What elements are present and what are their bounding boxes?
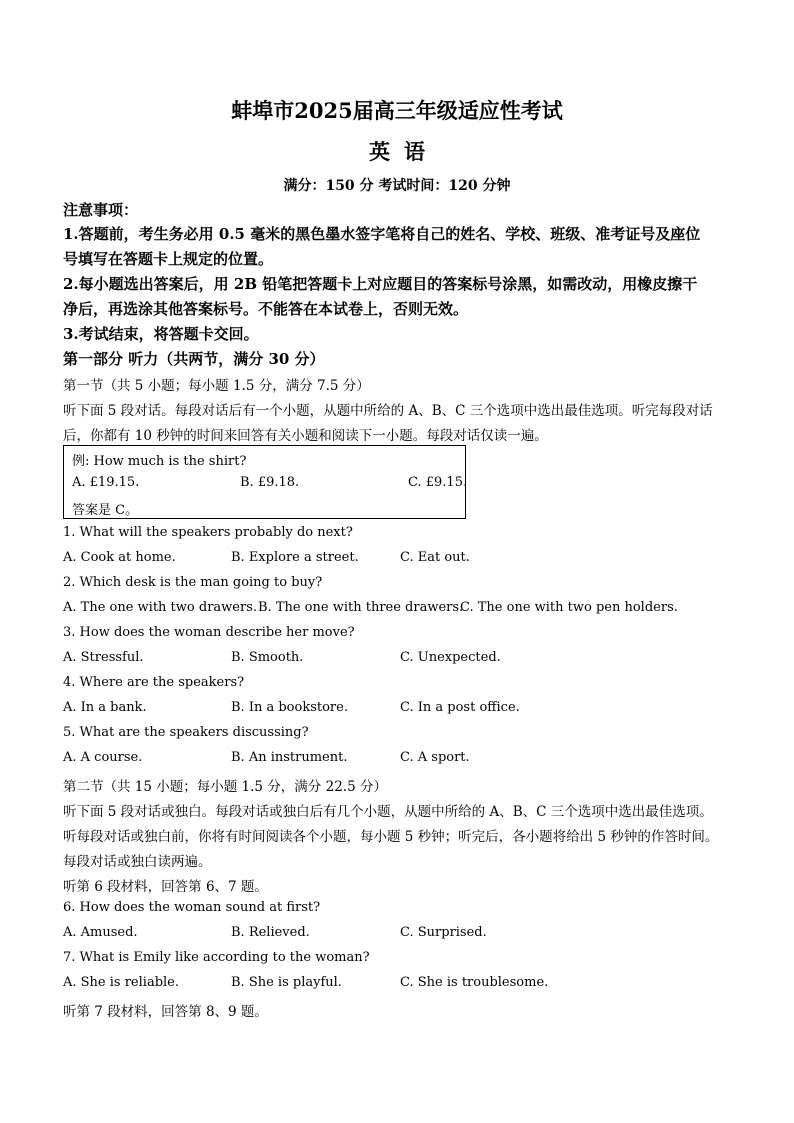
question-7: 7. What is Emily like according to the woman? (63, 950, 370, 965)
question-6-option-c: C. Surprised. (400, 925, 487, 940)
question-5-option-c: C. A sport. (400, 750, 470, 765)
section2-instruction-line-2: 听每段对话或独白前，你将有时间阅读各个小题，每小题 5 秒钟；听完后，各小题将给出 5 秒钟的作答时间。 (63, 829, 719, 845)
question-3-option-b: B. Smooth. (231, 650, 304, 665)
section1-instruction-line-1: 听下面 5 段对话。每段对话后有一个小题，从题中所给的 A、B、C 三个选项中选出最佳选项。听完每段对话 (63, 403, 713, 419)
question-6: 6. How does the woman sound at first? (63, 900, 321, 915)
question-7-option-c: C. She is troublesome. (400, 975, 549, 990)
question-1: 1. What will the speakers probably do next? (63, 525, 353, 540)
question-6-option-a: A. Amused. (63, 925, 138, 940)
question-4-option-c: C. In a post office. (400, 700, 520, 715)
section1-instruction-line-2: 后，你都有 10 秒钟的时间来回答有关小题和阅读下一小题。每段对话仅读一遍。 (63, 428, 548, 444)
part1-heading: 第一部分 听力（共两节，满分 30 分） (63, 350, 325, 368)
question-3: 3. How does the woman describe her move? (63, 625, 355, 640)
example-option-c: C. £9.15. (408, 475, 468, 490)
section2-instruction-line-1: 听下面 5 段对话或独白。每段对话或独白后有几个小题，从题中所给的 A、B、C 三个选项中选出最佳选项。 (63, 804, 713, 820)
question-4-option-b: B. In a bookstore. (231, 700, 348, 715)
question-2-option-b: B. The one with three drawers. (258, 600, 464, 615)
question-2-option-c: C. The one with two pen holders. (460, 600, 678, 615)
material-6-note: 听第 6 段材料，回答第 6、7 题。 (63, 879, 268, 895)
question-5-option-b: B. An instrument. (231, 750, 348, 765)
notes-item-1-line-1: 1.答题前，考生务必用 0.5 毫米的黑色墨水签字笔将自己的姓名、学校、班级、准考证号及座位 (63, 225, 701, 243)
question-6-option-b: B. Relieved. (231, 925, 310, 940)
example-option-b: B. £9.18. (240, 475, 300, 490)
question-1-option-b: B. Explore a street. (231, 550, 359, 565)
example-question: 例: How much is the shirt? (72, 454, 247, 469)
notes-item-1-line-2: 号填写在答题卡上规定的位置。 (63, 250, 274, 268)
question-2-option-a: A. The one with two drawers. (63, 600, 257, 615)
exam-title: 蚌埠市2025届高三年级适应性考试 (231, 98, 563, 123)
question-2: 2. Which desk is the man going to buy? (63, 575, 323, 590)
notes-item-2-line-2: 净后，再选涂其他答案标号。不能答在本试卷上，否则无效。 (63, 300, 469, 318)
subject-title: 英语 (369, 139, 439, 164)
question-1-option-a: A. Cook at home. (63, 550, 176, 565)
material-7-note: 听第 7 段材料，回答第 8、9 题。 (63, 1004, 268, 1020)
question-4: 4. Where are the speakers? (63, 675, 245, 690)
notes-heading: 注意事项： (63, 201, 139, 219)
example-option-a: A. £19.15. (72, 475, 140, 490)
question-3-option-c: C. Unexpected. (400, 650, 501, 665)
question-4-option-a: A. In a bank. (63, 700, 147, 715)
example-answer: 答案是 C。 (72, 503, 139, 518)
notes-item-2-line-1: 2.每小题选出答案后，用 2B 铅笔把答题卡上对应题目的答案标号涂黑，如需改动，用橡皮擦干 (63, 275, 698, 293)
question-3-option-a: A. Stressful. (63, 650, 144, 665)
question-5: 5. What are the speakers discussing? (63, 725, 309, 740)
score-time: 满分：150 分 考试时间：120 分钟 (283, 178, 511, 194)
question-7-option-a: A. She is reliable. (63, 975, 179, 990)
question-5-option-a: A. A course. (63, 750, 143, 765)
question-7-option-b: B. She is playful. (231, 975, 342, 990)
question-1-option-c: C. Eat out. (400, 550, 470, 565)
section2-heading: 第二节（共 15 小题；每小题 1.5 分，满分 22.5 分） (63, 779, 387, 795)
section1-heading: 第一节（共 5 小题；每小题 1.5 分，满分 7.5 分） (63, 378, 370, 394)
section2-instruction-line-3: 每段对话或独白读两遍。 (63, 854, 212, 870)
notes-item-3: 3.考试结束，将答题卡交回。 (63, 325, 259, 343)
